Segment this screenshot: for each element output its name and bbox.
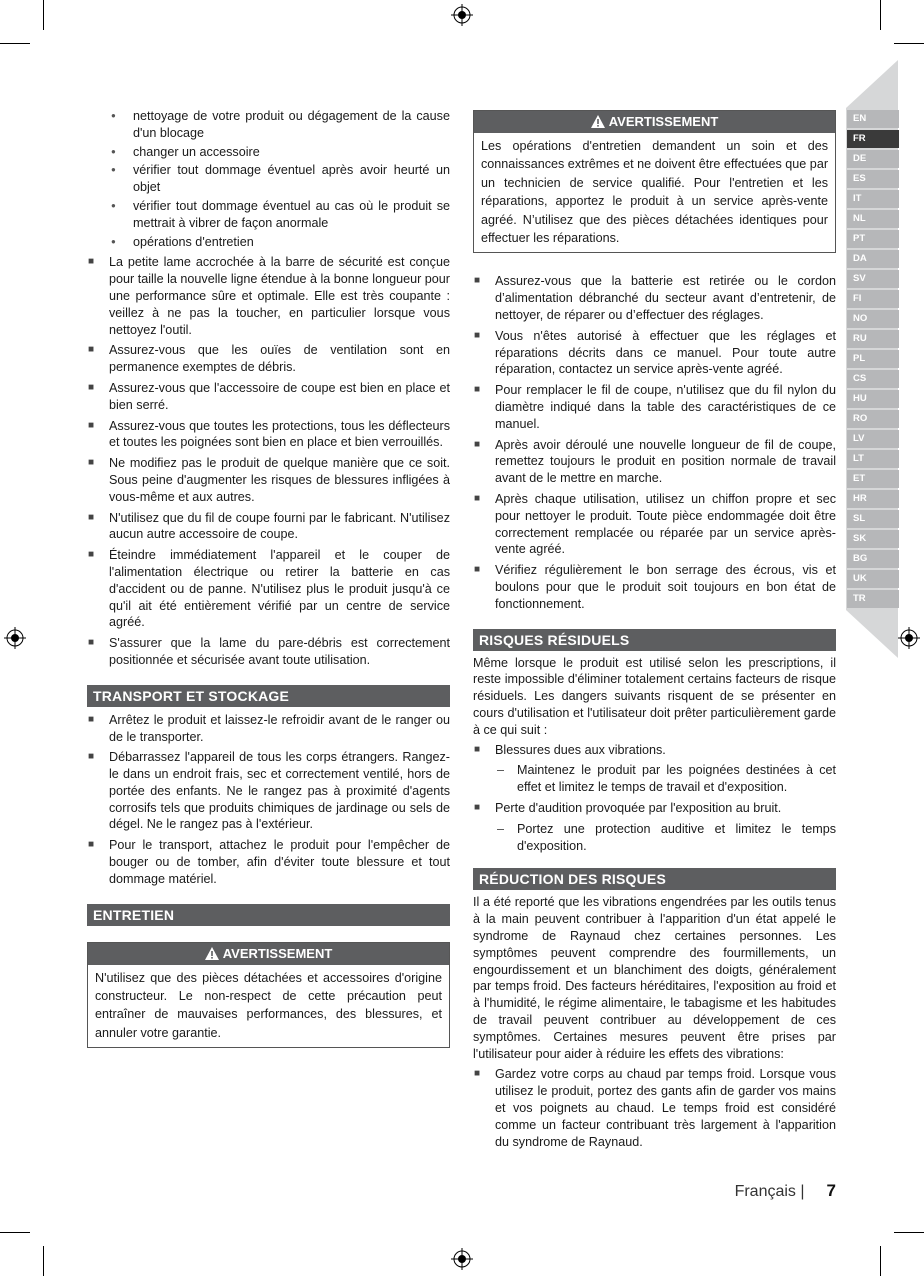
list-item: ■ Vous n'êtes autorisé à effectuer que les réglages et réparations décrits dans ce manuel. Pour toute autre réparation, contactez un service après-vente agréé. — [473, 328, 836, 378]
list-item: ■ Après chaque utilisation, utilisez un chiffon propre et sec pour nettoyer le produit. Toute pièce endommagée doit être correctement remplacée ou réparée par un service après-vente agréé. — [473, 491, 836, 558]
language-tab[interactable]: TR — [847, 590, 899, 608]
language-tab[interactable]: RU — [847, 330, 899, 348]
list-item: ● opérations d'entretien — [111, 234, 450, 251]
crop-mark — [894, 43, 924, 44]
list-item: ● vérifier tout dommage éventuel au cas où le produit se mettrait à vibrer de façon anormale — [111, 198, 450, 232]
warning-title: AVERTISSEMENT — [222, 945, 333, 961]
language-tab[interactable]: SK — [847, 530, 899, 548]
list-item: – Maintenez le produit par les poignées destinées à cet effet et limitez le temps de travail et d'exposition. — [495, 762, 836, 796]
language-tab[interactable]: LT — [847, 450, 899, 468]
registration-mark-icon — [451, 4, 473, 26]
language-tab[interactable]: PL — [847, 350, 899, 368]
list-item: ● nettoyage de votre produit ou dégagement de la cause d'un blocage — [111, 108, 450, 142]
language-tab[interactable]: SL — [847, 510, 899, 528]
language-tab-active[interactable]: FR — [847, 130, 899, 148]
list-item: ■ Éteindre immédiatement l'appareil et le couper de l'alimentation électrique ou retirer la batterie en cas d'accident ou de panne. N'utilisez plus le produit jusqu'à ce qu'il ait été entièrement vérifié par un centre de service agréé. — [87, 547, 450, 631]
list-item: ■ Ne modifiez pas le produit de quelque manière que ce soit. Sous peine d'augmenter les risques de blessures infligées à vous-même et aux autres. — [87, 455, 450, 505]
safety-list — [87, 254, 450, 668]
risques-list — [473, 800, 836, 817]
list-item: ■ Arrêtez le produit et laissez-le refroidir avant de le ranger ou de le transporter. — [87, 712, 450, 746]
language-tab[interactable]: FI — [847, 290, 899, 308]
warning-text: N'utilisez que des pièces détachées et accessoires d'origine constructeur. Le non-respect de cette précaution peut entraîner de mauvaises performances, des blessures, et annuler votre garantie. — [95, 970, 442, 1040]
left-column — [87, 108, 450, 1048]
crop-mark — [894, 1232, 924, 1233]
list-item: ■ Assurez-vous que toutes les protections, tous les déflecteurs et toutes les poignées sont bien en place et bien verrouillés. — [87, 418, 450, 452]
section-heading-reduction: RÉDUCTION DES RISQUES — [473, 868, 836, 890]
list-item: ■ N'utilisez que du fil de coupe fourni par le fabricant. N'utilisez aucun autre accessoire de coupe. — [87, 510, 450, 544]
language-tab[interactable]: NO — [847, 310, 899, 328]
language-tab[interactable]: RO — [847, 410, 899, 428]
language-tab[interactable]: DA — [847, 250, 899, 268]
language-tab[interactable]: CS — [847, 370, 899, 388]
list-item: – Portez une protection auditive et limitez le temps d'exposition. — [495, 821, 836, 855]
language-tab[interactable]: NL — [847, 210, 899, 228]
language-tab[interactable]: SV — [847, 270, 899, 288]
list-item: ● vérifier tout dommage éventuel après avoir heurté un objet — [111, 162, 450, 196]
list-item: ■ Assurez-vous que la batterie est retirée ou le cordon d’alimentation débranché du secteur avant d’entretenir, de nettoyer, de réparer ou d’effectuer des réglages. — [473, 273, 836, 323]
footer-language: Français | — [734, 1183, 805, 1200]
warning-title: AVERTISSEMENT — [608, 114, 719, 129]
risques-list — [473, 742, 836, 759]
language-tab[interactable]: UK — [847, 570, 899, 588]
warning-header — [88, 943, 449, 965]
warning-box — [87, 942, 450, 1049]
language-tab[interactable]: IT — [847, 190, 899, 208]
language-tab[interactable]: BG — [847, 550, 899, 568]
list-item: ■ La petite lame accrochée à la barre de sécurité est conçue pour taille la nouvelle ligne étendue à la bonne longueur pour une performance sûre et optimale. Elle est très coupante : veillez à ne pas la toucher, en particulier lorsque vous nettoyez l'outil. — [87, 254, 450, 338]
language-tab[interactable]: LV — [847, 430, 899, 448]
reduction-intro: Il a été reporté que les vibrations engendrées par les outils tenus à la main peuvent contribuer à l'apparition d'un état appelé le syndrome de Raynaud chez certaines personnes. Les symptômes peuvent comprendre des fourmillements, un engourdissement et un blanchiment des doigts, généralement par temps froid. Des facteurs héréditaires, l'exposition au froid et à l'humidité, le régime alimentaire, le tabagisme et les habitudes de travail peuvent contribuer au développement de ces symptômes. Certaines mesures peuvent être prises par l'utilisateur pour aider à réduire les effets des vibrations: — [473, 895, 836, 1061]
registration-mark-icon — [451, 1248, 473, 1270]
list-item: ■ Blessures dues aux vibrations. — [473, 742, 836, 759]
transport-list — [87, 712, 450, 888]
language-tab[interactable]: HR — [847, 490, 899, 508]
warning-box — [473, 110, 836, 253]
section-heading-risques: RISQUES RÉSIDUELS — [473, 629, 836, 651]
crop-mark — [0, 43, 30, 44]
warning-triangle-icon — [205, 947, 219, 960]
sub-bullet-list — [111, 108, 450, 250]
crop-mark — [43, 1246, 44, 1276]
language-tab[interactable]: ET — [847, 470, 899, 488]
page-footer — [735, 1183, 836, 1201]
list-item: ■ Perte d'audition provoquée par l'exposition au bruit. — [473, 800, 836, 817]
warning-text: Les opérations d'entretien demandent un soin et des connaissances extrêmes et ne doivent être effectuées que par un technicien de service qualifié. Pour l'entretien et les réparations, apportez le produit à un service après-vente agréé. N’utilisez que des pièces détachées identiques pour effectuer les réparations. — [481, 139, 829, 246]
warning-header — [474, 111, 835, 133]
registration-mark-icon — [4, 627, 26, 649]
dash-list — [473, 821, 836, 855]
reduction-list — [473, 1066, 836, 1150]
section-heading-entretien: ENTRETIEN — [87, 904, 450, 926]
list-item: ■ Après avoir déroulé une nouvelle longueur de fil de coupe, remettez toujours le produit en position normale de travail avant de le mettre en marche. — [473, 437, 836, 487]
list-item: ■ Assurez-vous que les ouïes de ventilation sont en permanence exemptes de débris. — [87, 342, 450, 376]
crop-mark — [880, 0, 881, 30]
crop-mark — [880, 1246, 881, 1276]
warning-triangle-icon — [591, 115, 605, 128]
language-tab[interactable]: DE — [847, 150, 899, 168]
list-item: ■ Débarrassez l'appareil de tous les corps étrangers. Rangez-le dans un endroit frais, sec et correctement ventilé, hors de portée des enfants. Ne le rangez pas à proximité d'agents corrosifs tels que produits chimiques de jardinage ou sels de dégel. Ne le rangez pas à l'extérieur. — [87, 749, 450, 833]
crop-mark — [0, 1232, 30, 1233]
maintenance-list — [473, 273, 836, 612]
language-tab[interactable]: PT — [847, 230, 899, 248]
list-item: ● changer un accessoire — [111, 144, 450, 161]
right-column — [473, 110, 836, 1154]
list-item: ■ Pour le transport, attachez le produit pour l'empêcher de bouger ou de tomber, afin d'éviter toute blessure et tout dommage matériel. — [87, 837, 450, 887]
page-number: 7 — [826, 1181, 836, 1200]
language-tabs — [847, 110, 899, 610]
list-item: ■ S'assurer que la lame du pare-débris est correctement positionnée et sécurisée avant toute utilisation. — [87, 635, 450, 669]
language-tab[interactable]: ES — [847, 170, 899, 188]
language-tab[interactable]: HU — [847, 390, 899, 408]
list-item: ■ Gardez votre corps au chaud par temps froid. Lorsque vous utilisez le produit, portez des gants afin de garder vos mains et vos poignets au chaud. Le temps froid est considéré comme un facteur contribuant très largement à l'apparition du syndrome de Raynaud. — [473, 1066, 836, 1150]
list-item: ■ Vérifiez régulièrement le bon serrage des écrous, vis et boulons pour que le produit soit toujours en bon état de fonctionnement. — [473, 562, 836, 612]
language-tab[interactable]: EN — [847, 110, 899, 128]
list-item: ■ Pour remplacer le fil de coupe, n'utilisez que du fil nylon du diamètre indiqué dans la table des caractéristiques de ce manuel. — [473, 382, 836, 432]
section-heading-transport: TRANSPORT ET STOCKAGE — [87, 685, 450, 707]
risques-intro: Même lorsque le produit est utilisé selon les prescriptions, il reste impossible d'éliminer totalement certains facteurs de risque résiduels. Les dangers suivants risquent de se présenter en cours d'utilisation et l'utilisateur doit prêter particulièrement garde à ce qui suit : — [473, 655, 836, 737]
crop-mark — [43, 0, 44, 30]
dash-list — [473, 762, 836, 796]
list-item: ■ Assurez-vous que l'accessoire de coupe est bien en place et bien serré. — [87, 380, 450, 414]
